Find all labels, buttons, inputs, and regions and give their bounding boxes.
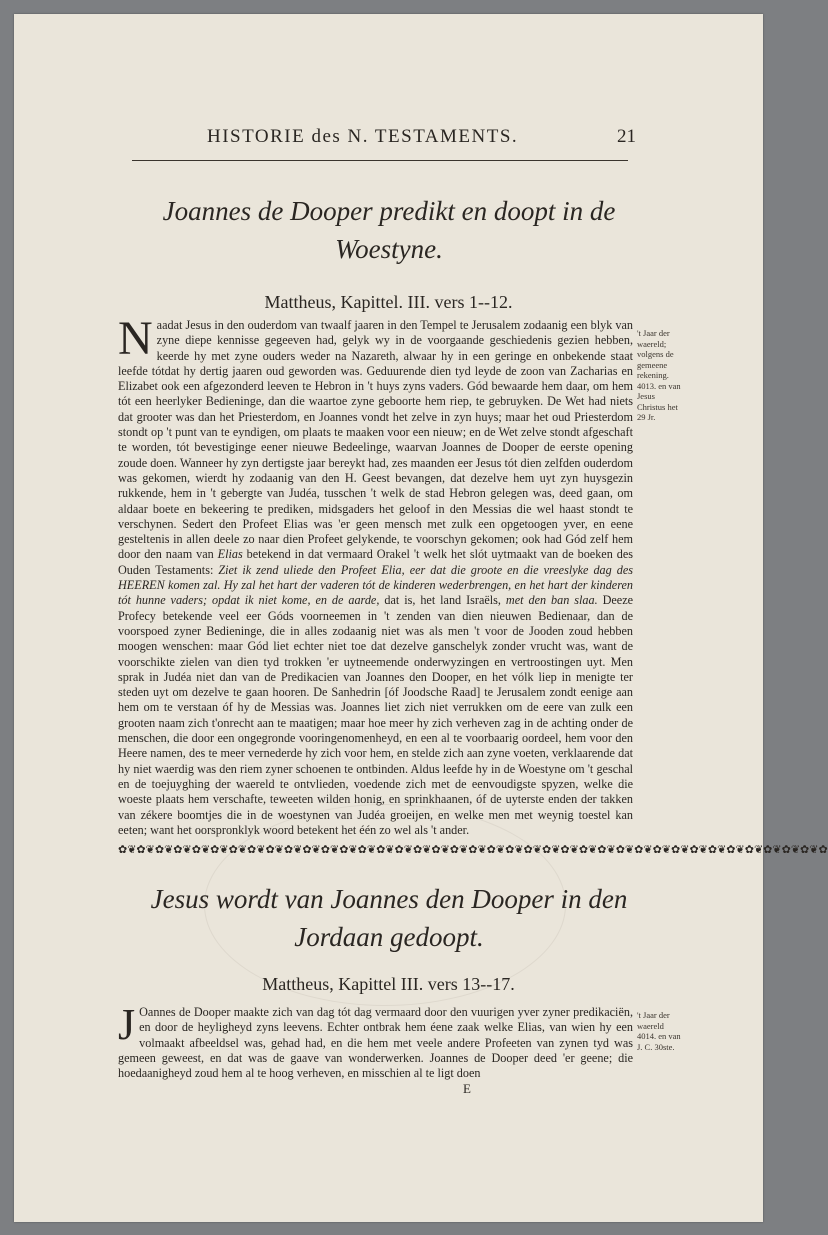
text-run: Deeze Profecy betekende veel eer Góds voorneemen in 't zenden van dien nieuwen Bedienaar, dan de voorspoed zyner Bedieninge, die in alles zodaanig niet was als men 't voor de Jooden zoud hebben moogen wenschen: maar Gód liet echter niet toe dat dezelve ganschelyk zonder vrucht was, want de voorschikte zielen van dien tyd trokken 'er uytneemende onderwyzingen en vertroostingen uyt. Men sprak in Judéa niet dan van de Predikacien van Joannes den Dooper, en het vólk liep in menigte ter steden uyt om dezelve te gaan hooren. De Sanhedrin [óf Joodsche Raad] te Jerusalem zondt eenige aan hem om te verstaan óf hy de Messias was. Joannes liet zich niet verrukken om de eere van zulk een grooten naam zich t'onrecht aan te maatigen; maar hoe meer hy zich verheven zag in de achting onder de menschen, die door een ongegronde vooringenomenheyd, en een al te voorbaarig oordeel, hem voor den Heere namen, des te meer vernederde hy zich voor hem, en stelde zich aan zyne voeten, verklaarende dat hy niet waerdig was den riem zyner schoenen te ontbinden. Aldus leefde hy in de Woestyne om 't geschal en de toejuyghing der waereld te ontvlieden, voedende zich met de eenvoudigste spyzen, welke die woeste plaats hem verschafte, teweeten wilden honig, en sprinkhaanen, óf de uyterste enden der takken van zékere boomtjes die in de woestynen van Judéa groeijen, en welke men met weynig toestel kan eeten; want het oorspronklyk woord betekent het één zo wel als 't ander. (118, 593, 634, 837)
section-1-reference: Mattheus, Kapittel. III. vers 1--12. (264, 292, 513, 312)
section-2-text: Oannes de Dooper maakte zich van dag tót dag vermaard door den vuurigen yver zyner predikaciën, en door de heyligheyd zyns leevens. Echter ontbrak hem éene zaak welke Elias, van wien hy een volmaakt afbeeldsel was, gehad had, en die hem met veele andere Profeeten van zynen tyd was gemeen geweest, en dat was de gaave van wonderwerken. Joannes de Dooper deed 'er geene; die hoedaanigheyd zoud hem al te hoog verheven, en misschien al te ligt doen (118, 1005, 633, 1081)
running-title: HISTORIE des N. TESTAMENTS. (207, 126, 519, 147)
drop-cap: J (118, 1000, 136, 1049)
section-1-margin-note: 't Jaar der waereld; volgens de gemeene rekening. 4013. en van Jesus Christus het 29 Jr. (637, 328, 681, 422)
ornament-divider: ✿❦✿❦✿❦✿❦✿❦✿❦✿❦✿❦✿❦✿❦✿❦✿❦✿❦✿❦✿❦✿❦✿❦✿❦✿❦✿❦✿❦✿❦✿❦✿❦✿❦✿❦✿❦✿❦✿❦✿❦✿❦✿❦✿❦✿❦✿❦✿❦✿❦✿❦✿ (118, 844, 828, 856)
drop-cap: N (118, 312, 153, 365)
page-number: 21 (617, 126, 636, 147)
text-run: aadat Jesus in den ouderdom van twaalf jaaren in den Tempel te Jerusalem zodaanig een blyk van zyne diepe kennisse gegeeven had, gelyk wy in de voorgaande geschiedenis gezien hebben, keerde hy met zyne ouders weder na Nazareth, alwaar hy in een geringe en onbekende staat leefde tótdat hy dertig jaaren oud geworden was. Geduurende dien tyd leyde de zoon van Zacharias en Elizabet ook een afgezonderd leeven te Hebron in 't huys zyns vaders. Gód bewaarde hem daar, om hem tót een heerlyker Bedieninge, dan die waartoe zyne geboorte hem riep, te gebruyken. De Wet had niets dat grooter was dan het Priesterdom, en Joannes vondt het zelve in zyn huys; maar het oud Priesterdom stondt op 't punt van te eyndigen, om plaats te maaken voor een nieuw; en de Wet zelve stondt afgeschaft te worden, tót bevestiginge eener nieuwe Bedeelinge, waarvan Joannes de Dooper de eerste opening zoude doen. Wanneer hy zyn dertigste jaar bereykt had, zes maanden eer Jesus tót dien zelfden ouderdom was gekomen, wierdt hy zodaanig van den H. Geest bevangen, dat dezelve hem uyt zyn huysgezin rukkende, hem in 't gebergte van Judéa, tusschen 't welk de stad Hebron gelegen was, deed gaan, om aldaar boete en bekeering te prediken, midsgaders het geloof in den Messias die wel haast stondt te verschynen. Sedert den Profeet Elias was 'er geen mensch met zulk een opgetoogen yver, en eene gesteltenis in allen deele zo naar dien Profeet gelykende, te voorschyn gekomen; ook had Gód zelf hem door den naam van (118, 318, 633, 562)
text-run: dat is, het land Israëls, (379, 593, 506, 608)
header-rule (132, 160, 628, 161)
section-1-text (118, 312, 634, 837)
signature-mark: E (463, 1081, 471, 1096)
section-2-body (118, 1000, 633, 1081)
text-run: betekend in dat vermaard Orakel 't welk het slót uytmaakt van de boeken des Ouden Testaments: (118, 547, 633, 577)
section-1-title: Joannes de Dooper predikt en doopt in de Woestyne. (162, 196, 616, 264)
page-header (14, 126, 763, 154)
italic-text-run: Elias (217, 547, 243, 562)
section-1-body (118, 312, 634, 838)
section-2-reference: Mattheus, Kapittel III. vers 13--17. (262, 974, 515, 994)
section-2-title: Jesus wordt van Joannes den Dooper in den Jordaan gedoopt. (150, 884, 628, 952)
page-sheet (14, 14, 828, 1222)
section-2-margin-note: 't Jaar der waereld 4014. en van J. C. 30ste. (637, 1010, 681, 1052)
italic-text-run: Ziet ik zend uliede den Profeet Elia, eer dat die groote en die vreeslyke dag des HEEREN komen zal. Hy zal het hart der vaderen tót de kinderen wederbrengen, en het hart der kinderen tót hunne vaders; opdat ik niet kome, en de aarde, (118, 562, 633, 608)
italic-text-run: met den ban slaa. (505, 593, 598, 608)
